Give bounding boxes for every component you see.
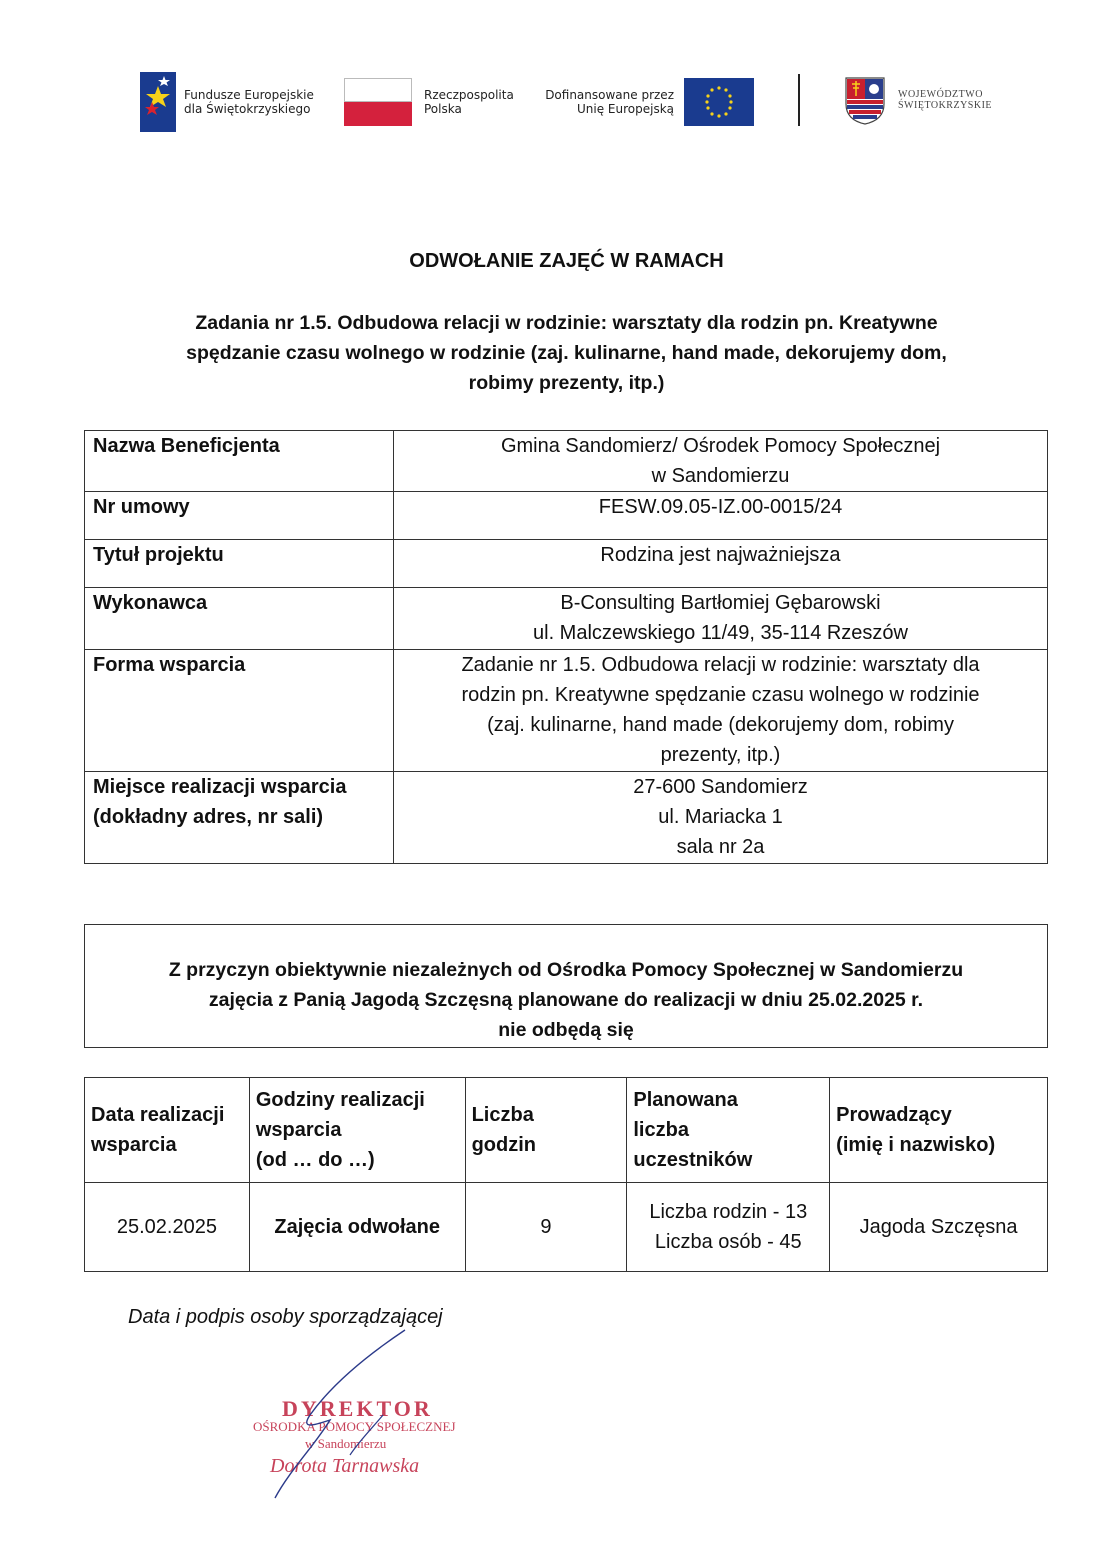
contractor-line: B-Consulting Bartłomiej Gębarowski [560,592,881,614]
beneficiary-line: Gmina Sandomierz/ Ośrodek Pomocy Społecznej [500,435,941,457]
subtitle-line: Zadania nr 1.5. Odbudowa relacji w rodzinie: warsztaty dla rodzin pn. Kreatywne [195,312,938,334]
participants-line: Liczba osób - 45 [654,1231,802,1253]
support-form-value [394,650,1048,772]
stamp-line3: w Sandomierzu [305,1436,387,1451]
realization-header-row [85,1078,1048,1183]
voivodeship-line2: ŚWIĘTOKRZYSKIE [898,100,993,111]
support-form-line: rodzin pn. Kreatywne spędzanie czasu wolnego w rodzinie [461,684,980,706]
notice-line: Z przyczyn obiektywnie niezależnych od Ośrodka Pomocy Społecznej w Sandomierzu [168,959,964,981]
poland-line2: Polska [424,102,462,116]
cell-hour-count: 9 [465,1183,627,1272]
project-value: Rodzina jest najważniejsza [394,540,1048,588]
support-form-line: (zaj. kulinarne, hand made (dekorujemy dom, robimy [487,714,954,736]
header-hour-count-line: godzin [471,1134,537,1156]
polish-flag-icon [344,78,412,126]
contractor-line: ul. Malczewskiego 11/49, 35-114 Rzeszów [533,622,908,644]
eu-flag-icon [684,78,754,126]
header-hours-line: wsparcia [255,1119,342,1141]
header-date [85,1078,250,1183]
cell-hours: Zajęcia odwołane [249,1183,465,1272]
info-row-contract [85,492,1048,540]
contractor-label: Wykonawca [85,588,394,650]
participants-line: Liczba rodzin - 13 [649,1201,808,1223]
location-value [394,772,1048,864]
project-label: Tytuł projektu [85,540,394,588]
eu-line2: Unię Europejską [576,102,674,116]
poland-line1: Rzeczpospolita [424,88,514,102]
subtitle-line: robimy prezenty, itp.) [468,372,665,394]
beneficiary-label: Nazwa Beneficjenta [85,431,394,492]
document-title: ODWOŁANIE ZAJĘĆ W RAMACH [409,250,724,272]
stamp-line4: Dorota Tarnawska [270,1455,420,1477]
contractor-value [394,588,1048,650]
realization-table [84,1077,1048,1272]
header-leader [830,1078,1048,1183]
info-row-support-form [85,650,1048,772]
beneficiary-line: w Sandomierzu [651,465,790,487]
header-date-line: Data realizacji [91,1104,225,1126]
handwritten-signature [255,1320,495,1510]
support-form-line: Zadanie nr 1.5. Odbudowa relacji w rodzinie: warsztaty dla [461,654,980,676]
location-label-line: Miejsce realizacji wsparcia [93,776,347,798]
notice-line: zajęcia z Panią Jagodą Szczęsną planowane do realizacji w dniu 25.02.2025 r. [208,989,924,1011]
info-table [84,430,1048,864]
funds-line2: dla Świętokrzyskiego [184,102,311,116]
beneficiary-value [394,431,1048,492]
header-hour-count [465,1078,627,1183]
location-line: ul. Mariacka 1 [658,806,783,828]
realization-data-row [85,1183,1048,1272]
header-participants [627,1078,830,1183]
support-form-label: Forma wsparcia [85,650,394,772]
header-participants-line: Planowana [633,1089,738,1111]
info-row-contractor [85,588,1048,650]
location-line: sala nr 2a [676,836,765,858]
header-participants-line: liczba [633,1119,689,1141]
info-row-project [85,540,1048,588]
cell-leader: Jagoda Szczęsna [830,1183,1048,1272]
document-subtitle [60,308,1073,398]
support-form-line: prezenty, itp.) [660,744,781,766]
location-label-line: (dokładny adres, nr sali) [93,806,324,828]
funds-line1: Fundusze Europejskie [184,88,314,102]
coat-of-arms-icon [844,76,886,126]
info-row-location [85,772,1048,864]
logo-divider [798,74,800,126]
cell-date: 25.02.2025 [85,1183,250,1272]
location-line: 27-600 Sandomierz [633,776,808,798]
header-leader-line: (imię i nazwisko) [836,1134,996,1156]
subtitle-line: spędzanie czasu wolnego w rodzinie (zaj. kulinarne, hand made, dekorujemy dom, [186,342,947,364]
location-label [85,772,394,864]
contract-value: FESW.09.05-IZ.00-0015/24 [394,492,1048,540]
eu-line1: Dofinansowane przez [545,88,674,102]
contract-label: Nr umowy [85,492,394,540]
stamp-line2: OŚRODKA POMOCY SPOŁECZNEJ [253,1419,456,1434]
header-hours-line: (od … do …) [255,1149,375,1171]
cancellation-notice [84,924,1048,1048]
header-hours-line: Godziny realizacji [255,1089,425,1111]
header-date-line: wsparcia [91,1134,177,1156]
stamp-line1: DYREKTOR [282,1396,433,1421]
header-hour-count-line: Liczba [471,1104,534,1126]
header-participants-line: uczestników [633,1149,753,1171]
funds-star-icon [140,72,176,132]
signature-label: Data i podpis osoby sporządzającej [128,1306,443,1328]
info-row-beneficiary [85,431,1048,492]
header-leader-line: Prowadzący [836,1104,952,1126]
cell-participants [627,1183,830,1272]
notice-text [85,955,1047,1045]
notice-line: nie odbędą się [498,1019,634,1041]
header-hours [249,1078,465,1183]
voivodeship-line1: WOJEWÓDZTWO [898,89,983,100]
